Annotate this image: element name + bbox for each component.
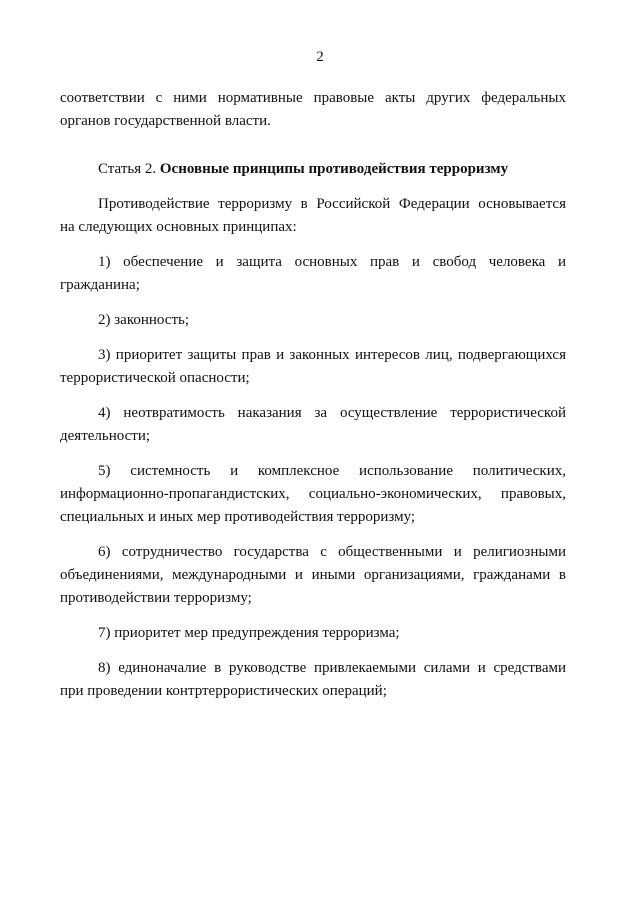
principle-item-4 xyxy=(60,402,566,448)
text-line: противодействии терроризму; xyxy=(60,590,252,606)
article-heading xyxy=(60,158,566,181)
text-line: гражданина; xyxy=(60,277,140,293)
principle-item-1 xyxy=(60,251,566,297)
text-line: Противодействие терроризму в Российской Федерации основывается xyxy=(98,196,566,212)
principle-item-6 xyxy=(60,541,566,610)
text-line: 1) обеспечение и защита основных прав и свобод человека и xyxy=(98,254,566,270)
intro-paragraph xyxy=(60,87,566,133)
lead-paragraph xyxy=(60,193,566,239)
text-line: деятельности; xyxy=(60,428,151,444)
text-line: 5) системность и комплексное использование политических, xyxy=(98,463,566,479)
text-line: 4) неотвратимость наказания за осуществление террористической xyxy=(98,405,566,421)
article-number: Статья 2. xyxy=(98,161,157,177)
text-line: при проведении контртеррористических операций; xyxy=(60,683,387,699)
text-line: 7) приоритет мер предупреждения терроризма; xyxy=(98,625,400,641)
principle-item-8 xyxy=(60,657,566,703)
principle-item-5 xyxy=(60,460,566,529)
text-line: 2) законность; xyxy=(98,312,190,328)
principle-item-7 xyxy=(60,622,566,645)
text-line: 6) сотрудничество государства с общественными и религиозными xyxy=(98,544,566,560)
text-line: террористической опасности; xyxy=(60,370,250,386)
text-line: 8) единоначалие в руководстве привлекаемыми силами и средствами xyxy=(98,660,566,676)
text-line: объединениями, международными и иными организациями, гражданами в xyxy=(60,567,566,583)
principle-item-2 xyxy=(60,309,566,332)
document-body xyxy=(60,87,566,715)
text-line: информационно-пропагандистских, социально-экономических, правовых, xyxy=(60,486,566,502)
text-line: специальных и иных мер противодействия терроризму; xyxy=(60,509,416,525)
text-line: на следующих основных принципах: xyxy=(60,219,297,235)
text-line: 3) приоритет защиты прав и законных интересов лиц, подвергающихся xyxy=(98,347,566,363)
article-title: Основные принципы противодействия терроризму xyxy=(159,161,509,177)
principle-item-3 xyxy=(60,344,566,390)
text-line: соответствии с ними нормативные правовые акты других федеральных xyxy=(60,90,566,106)
text-line: органов государственной власти. xyxy=(60,113,271,129)
page-number: 2 xyxy=(316,49,324,65)
